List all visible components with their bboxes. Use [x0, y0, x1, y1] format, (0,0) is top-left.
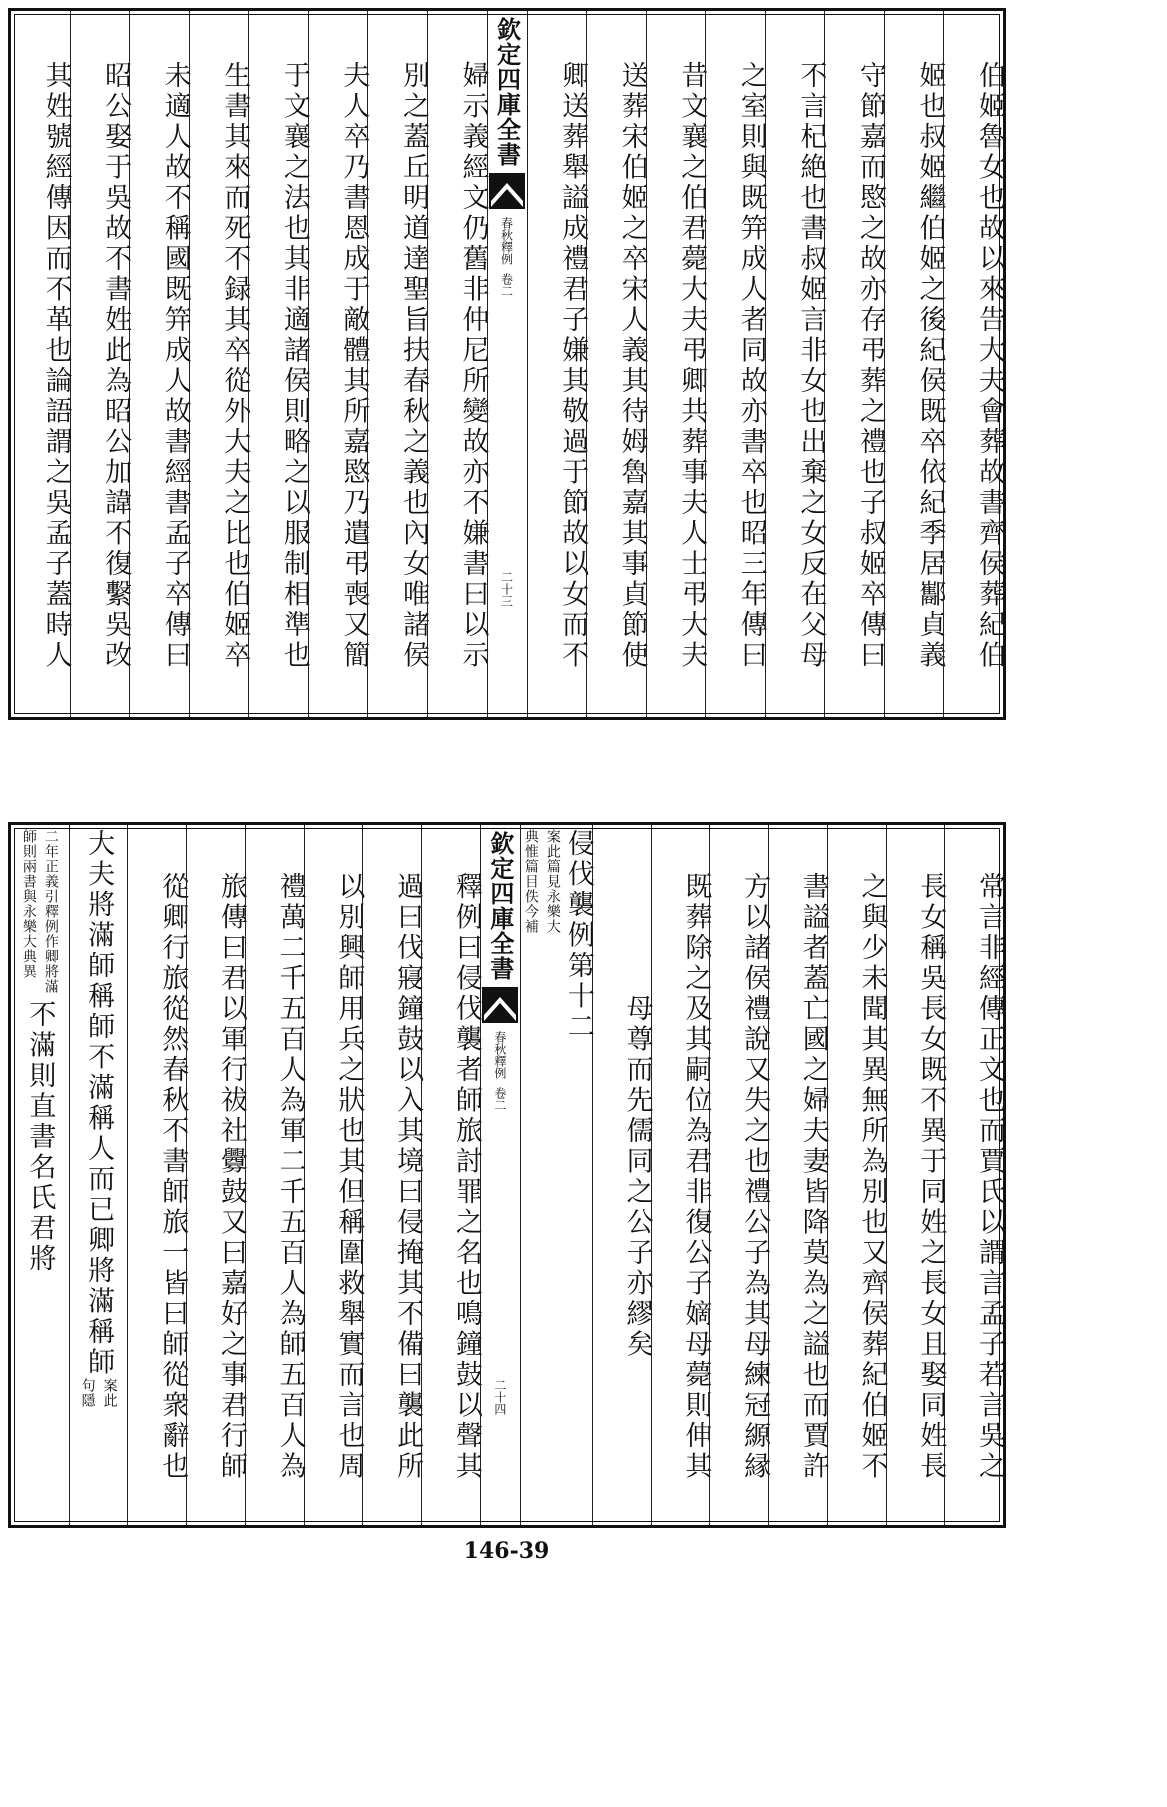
volume-label: 卷二 — [492, 1087, 507, 1111]
inline-note — [78, 1378, 120, 1408]
book-title: 春秋釋例 — [492, 1031, 507, 1079]
page-center-fold — [487, 11, 527, 717]
text-column: 生書其來而死不録其卒從外大夫之比也伯姬卒 — [189, 11, 249, 717]
chapter-note — [521, 829, 563, 934]
text-column: 從卿行旅從然春秋不書師旅一皆曰師從衆辭也 — [127, 825, 186, 1525]
fish-tail-mark-icon — [482, 987, 518, 1023]
collection-title: 欽定四庫全書 — [485, 831, 515, 981]
text-column: 夫人卒乃書恩成于敵體其所嘉愍乃遣弔喪又簡 — [308, 11, 368, 717]
text-column: 婦示義經文仍舊非仲尼所變故亦不嫌書曰以示 — [427, 11, 487, 717]
text-column: 長女稱吳長女既不異于同姓之長女且娶同姓長 — [886, 825, 945, 1525]
text-column: 過曰伐寢鐘鼓以入其境曰侵掩其不備曰襲此所 — [362, 825, 421, 1525]
text-column: 之室則與既笄成人者同故亦書卒也昭三年傳曰 — [705, 11, 765, 717]
note-line: 句隱 — [79, 1378, 96, 1408]
text-main: 不滿則直書名氏君將 — [24, 1000, 56, 1275]
volume-label: 卷二 — [499, 273, 514, 297]
text-column: 別之蓋丘明道達聖旨扶春秋之義也內女唯諸侯 — [367, 11, 427, 717]
text-column: 于文襄之法也其非適諸侯則略之以服制相準也 — [248, 11, 308, 717]
book-title: 春秋釋例 — [499, 217, 514, 265]
text-column: 之與少未聞其異無所為別也又齊侯葬紀伯姬不 — [827, 825, 886, 1525]
text-column: 旅傳曰君以軍行祓社釁鼓又曰嘉好之事君行師 — [186, 825, 245, 1525]
folio-number: 二十三 — [499, 571, 514, 607]
top-page-frame — [8, 8, 1006, 720]
text-column: 卿送葬舉謚成禮君子嫌其敬過于節故以女而不 — [527, 11, 587, 717]
note-line: 案此 — [101, 1378, 118, 1408]
bottom-page-frame — [8, 822, 1006, 1528]
note-line: 師則兩書與永樂大典異 — [20, 829, 37, 979]
text-column: 既葬除之及其嗣位為君非復公子嫡母薨則伸其 — [651, 825, 710, 1525]
text-column: 常言非經傳正文也而賈氏以謂言孟子若言吳之 — [944, 825, 1003, 1525]
text-column: 書謚者蓋亡國之婦夫妻皆降莫為之謚也而賈許 — [768, 825, 827, 1525]
note-line: 典惟篇目佚今補 — [522, 829, 539, 934]
page-center-fold — [480, 825, 520, 1525]
text-column: 昭公娶于吳故不書姓此為昭公加諱不復繫吳改 — [70, 11, 130, 717]
chapter-heading-column — [520, 825, 592, 1525]
chapter-title: 侵伐襲例第十二 — [562, 829, 594, 1043]
text-column: 未適人故不稱國既笄成人故書經書孟子卒傳曰 — [129, 11, 189, 717]
text-column: 昔文襄之伯君薨大夫弔卿共葬事夫人士弔大夫 — [646, 11, 706, 717]
text-column: 其姓號經傳因而不革也論語謂之吳孟子蓋時人 — [40, 61, 72, 671]
text-column: 不言杞絶也書叔姬言非女也出棄之女反在父母 — [765, 11, 825, 717]
inline-note — [19, 829, 61, 994]
text-column: 釋例曰侵伐襲者師旅討罪之名也鳴鐘鼓以聲其 — [421, 825, 480, 1525]
text-column: 伯姬魯女也故以來告大夫會葬故書齊侯葬紀伯 — [943, 11, 1003, 717]
fish-tail-mark-icon — [489, 173, 525, 209]
folio-number: 二十四 — [492, 1379, 507, 1415]
collection-title: 欽定四庫全書 — [492, 17, 522, 167]
text-column: 送葬宋伯姬之卒宋人義其待姆魯嘉其事貞節使 — [586, 11, 646, 717]
text-column: 以別興師用兵之狀也其但稱圍救舉實而言也周 — [304, 825, 363, 1525]
text-column: 母尊而先儒同之公子亦繆矣 — [592, 825, 651, 1525]
note-line: 二年正義引釋例作卿將滿 — [42, 829, 59, 994]
text-column: 禮萬二千五百人為軍二千五百人為師五百人為 — [245, 825, 304, 1525]
text-column: 姬也叔姬繼伯姬之後紀侯既卒依紀季居酅貞義 — [884, 11, 944, 717]
text-column: 方以諸侯禮說又失之也禮公子為其母練冠縓縁 — [709, 825, 768, 1525]
text-column-with-note — [69, 825, 128, 1525]
note-line: 案此篇見永樂大 — [544, 829, 561, 934]
text-column: 守節嘉而愍之故亦存弔葬之禮也子叔姬卒傳曰 — [824, 11, 884, 717]
text-main: 大夫將滿師稱師不滿稱人而已卿將滿稱師 — [83, 829, 115, 1378]
text-column-with-note — [11, 825, 69, 1525]
page-number: 146-39 — [463, 1538, 550, 1564]
